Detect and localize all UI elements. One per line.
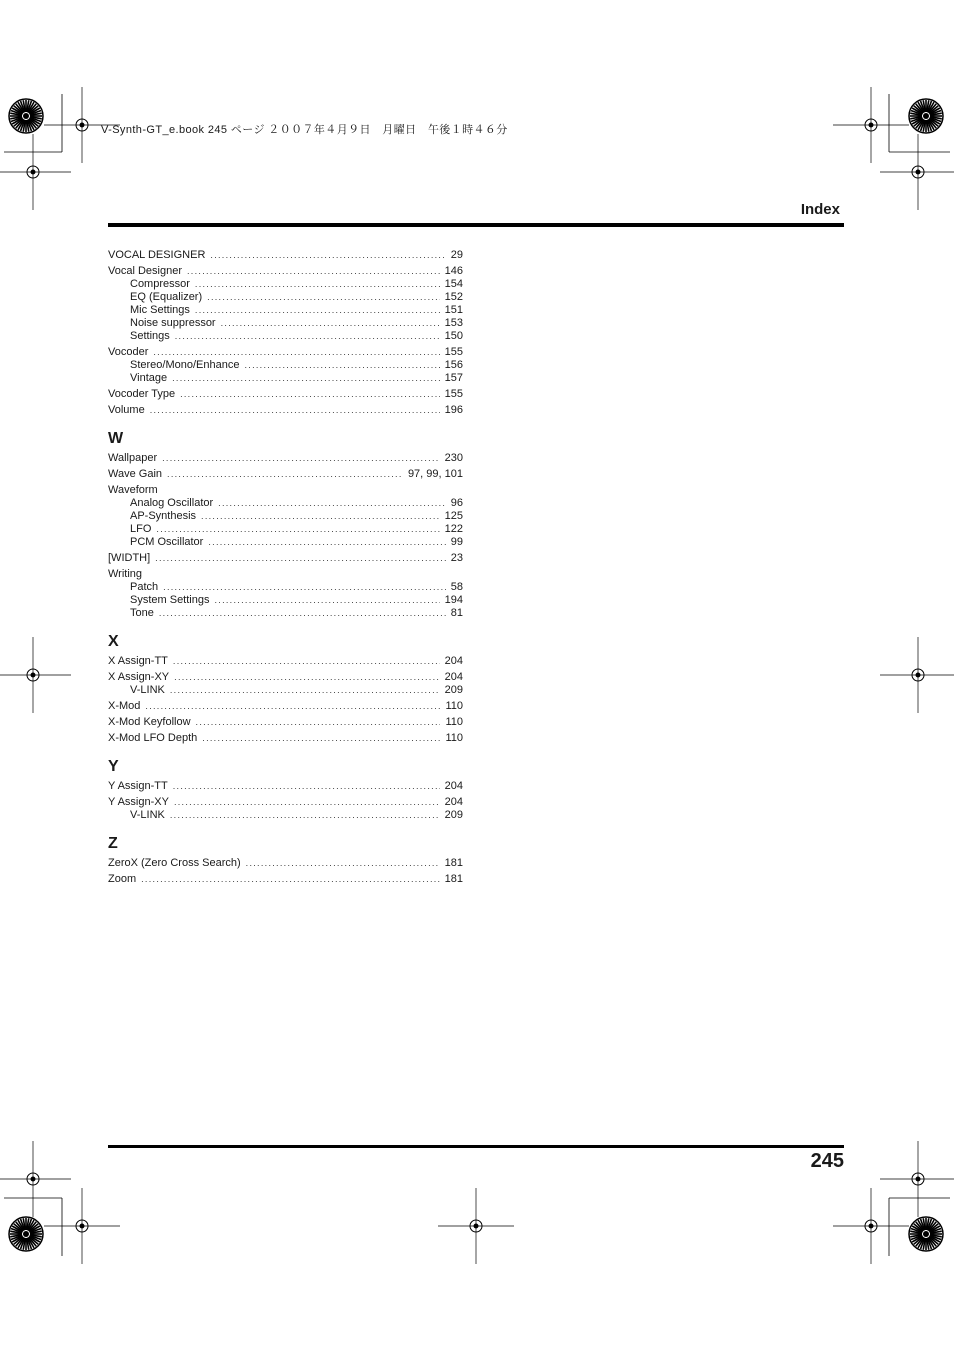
book-file-header: V-Synth-GT_e.book 245 ページ ２００７年４月９日 月曜日 午後１時４６分 — [101, 124, 508, 136]
entry-term: ZeroX (Zero Cross Search) — [108, 857, 241, 869]
index-subentry — [108, 372, 463, 385]
dot-leader — [174, 671, 440, 684]
entry-term: Tone — [130, 607, 154, 619]
index-subentry — [108, 330, 463, 343]
index-entry — [108, 265, 463, 278]
entry-page-ref: 156 — [444, 359, 463, 371]
page-number: 245 — [810, 1150, 844, 1172]
entry-term: Vintage — [130, 372, 168, 384]
entry-term: X-Mod LFO Depth — [108, 732, 198, 744]
index-section — [108, 429, 463, 620]
entry-page-ref: 152 — [444, 291, 463, 303]
dot-leader — [202, 732, 440, 745]
entry-page-ref: 204 — [444, 655, 463, 667]
dot-leader — [210, 249, 445, 262]
dot-leader — [174, 796, 440, 809]
dot-leader — [246, 857, 440, 870]
entry-page-ref: 110 — [445, 700, 463, 712]
entry-page-ref: 58 — [450, 581, 463, 593]
entry-page-ref: 194 — [444, 594, 463, 606]
index-entry — [108, 249, 463, 262]
entry-term: Patch — [130, 581, 159, 593]
index-section — [108, 757, 463, 822]
entry-page-ref: 204 — [444, 796, 463, 808]
index-entry — [108, 452, 463, 465]
dot-leader — [180, 388, 440, 401]
index-subentry — [108, 594, 463, 607]
entry-term: V-LINK — [130, 809, 165, 821]
dot-leader — [172, 372, 440, 385]
dot-leader — [207, 291, 440, 304]
index-section — [108, 632, 463, 745]
index-entry — [108, 388, 463, 401]
index-entry — [108, 716, 463, 729]
section-letter-heading: Y — [108, 758, 119, 775]
section-letter-heading: X — [108, 633, 119, 650]
entry-term: AP-Synthesis — [130, 510, 197, 522]
entry-page-ref: 81 — [450, 607, 463, 619]
entry-page-ref: 150 — [444, 330, 463, 342]
entry-term: Wave Gain — [108, 468, 163, 480]
dot-leader — [187, 265, 440, 278]
entry-term: X-Mod Keyfollow — [108, 716, 191, 728]
entry-term: Compressor — [130, 278, 190, 290]
dot-leader — [170, 809, 440, 822]
index-entry — [108, 552, 463, 565]
dot-leader — [153, 346, 439, 359]
index-entry — [108, 873, 463, 886]
index-entry — [108, 732, 463, 745]
entry-page-ref: 96 — [450, 497, 463, 509]
dot-leader — [145, 700, 440, 713]
entry-page-ref: 97, 99, 101 — [407, 468, 463, 480]
entry-page-ref: 29 — [450, 249, 463, 261]
entry-term: Stereo/Mono/Enhance — [130, 359, 240, 371]
index-section — [108, 834, 463, 886]
footer-rule — [108, 1145, 844, 1148]
page-header-title: Index — [800, 201, 840, 218]
index-entry — [108, 346, 463, 359]
entry-page-ref: 209 — [444, 684, 463, 696]
index-subentry — [108, 278, 463, 291]
entry-term: Volume — [108, 404, 145, 416]
index-subentry — [108, 809, 463, 822]
entry-term: EQ (Equalizer) — [130, 291, 203, 303]
entry-page-ref: 122 — [444, 523, 463, 535]
entry-page-ref: 155 — [444, 346, 463, 358]
entry-page-ref: 151 — [444, 304, 463, 316]
entry-term: Y Assign-TT — [108, 780, 168, 792]
dot-leader — [156, 523, 439, 536]
dot-leader — [195, 304, 440, 317]
index-subentry — [108, 497, 463, 510]
entry-page-ref: 157 — [444, 372, 463, 384]
index-entry — [108, 468, 463, 481]
entry-term: LFO — [130, 523, 152, 535]
entry-page-ref: 110 — [445, 716, 463, 728]
entry-term: Vocal Designer — [108, 265, 182, 277]
dot-leader — [159, 607, 446, 620]
entry-term: Noise suppressor — [130, 317, 216, 329]
entry-term: Analog Oscillator — [130, 497, 214, 509]
entry-page-ref: 196 — [444, 404, 463, 416]
dot-leader — [196, 716, 441, 729]
entry-term: V-LINK — [130, 684, 165, 696]
entry-page-ref: 230 — [444, 452, 463, 464]
dot-leader — [150, 404, 440, 417]
dot-leader — [201, 510, 440, 523]
index-entry — [108, 857, 463, 870]
dot-leader — [167, 468, 403, 481]
entry-page-ref: 99 — [450, 536, 463, 548]
dot-leader — [208, 536, 445, 549]
index-subentry — [108, 304, 463, 317]
index-entry — [108, 568, 463, 581]
dot-leader — [175, 330, 440, 343]
entry-term: System Settings — [130, 594, 210, 606]
index-entry — [108, 655, 463, 668]
entry-term: Settings — [130, 330, 170, 342]
entry-term: Mic Settings — [130, 304, 190, 316]
dot-leader — [218, 497, 446, 510]
index-subentry — [108, 536, 463, 549]
entry-page-ref: 204 — [444, 780, 463, 792]
entry-term: X Assign-XY — [108, 671, 170, 683]
section-letter-heading: Z — [108, 835, 118, 852]
index-subentry — [108, 291, 463, 304]
entry-term: [WIDTH] — [108, 552, 151, 564]
index-subentry — [108, 581, 463, 594]
index-section — [108, 249, 463, 417]
entry-term: VOCAL DESIGNER — [108, 249, 206, 261]
dot-leader — [173, 780, 440, 793]
entry-term: Vocoder — [108, 346, 149, 358]
index-subentry — [108, 684, 463, 697]
entry-term: Writing — [108, 568, 143, 580]
index-subentry — [108, 359, 463, 372]
dot-leader — [214, 594, 439, 607]
index-column — [108, 246, 463, 886]
index-subentry — [108, 523, 463, 536]
index-subentry — [108, 607, 463, 620]
entry-page-ref: 155 — [444, 388, 463, 400]
entry-page-ref: 181 — [444, 873, 463, 885]
index-entry — [108, 700, 463, 713]
entry-page-ref: 125 — [444, 510, 463, 522]
index-subentry — [108, 317, 463, 330]
dot-leader — [221, 317, 440, 330]
dot-leader — [244, 359, 439, 372]
dot-leader — [162, 452, 440, 465]
entry-term: X-Mod — [108, 700, 141, 712]
header-rule — [108, 223, 844, 227]
entry-page-ref: 110 — [445, 732, 463, 744]
entry-term: PCM Oscillator — [130, 536, 204, 548]
dot-leader — [155, 552, 446, 565]
index-entry — [108, 404, 463, 417]
dot-leader — [170, 684, 440, 697]
index-entry — [108, 796, 463, 809]
entry-term: Waveform — [108, 484, 158, 496]
entry-page-ref: 154 — [444, 278, 463, 290]
entry-page-ref: 181 — [444, 857, 463, 869]
entry-term: Vocoder Type — [108, 388, 176, 400]
dot-leader — [195, 278, 440, 291]
section-letter-heading: W — [108, 430, 124, 447]
entry-term: Wallpaper — [108, 452, 158, 464]
dot-leader — [141, 873, 440, 886]
entry-page-ref: 23 — [450, 552, 463, 564]
entry-term: Zoom — [108, 873, 137, 885]
entry-term: X Assign-TT — [108, 655, 168, 667]
entry-term: Y Assign-XY — [108, 796, 169, 808]
index-subentry — [108, 510, 463, 523]
entry-page-ref: 153 — [444, 317, 463, 329]
index-entry — [108, 780, 463, 793]
entry-page-ref: 204 — [444, 671, 463, 683]
index-entry — [108, 484, 463, 497]
entry-page-ref: 146 — [444, 265, 463, 277]
entry-page-ref: 209 — [444, 809, 463, 821]
index-entry — [108, 671, 463, 684]
dot-leader — [173, 655, 440, 668]
dot-leader — [163, 581, 446, 594]
